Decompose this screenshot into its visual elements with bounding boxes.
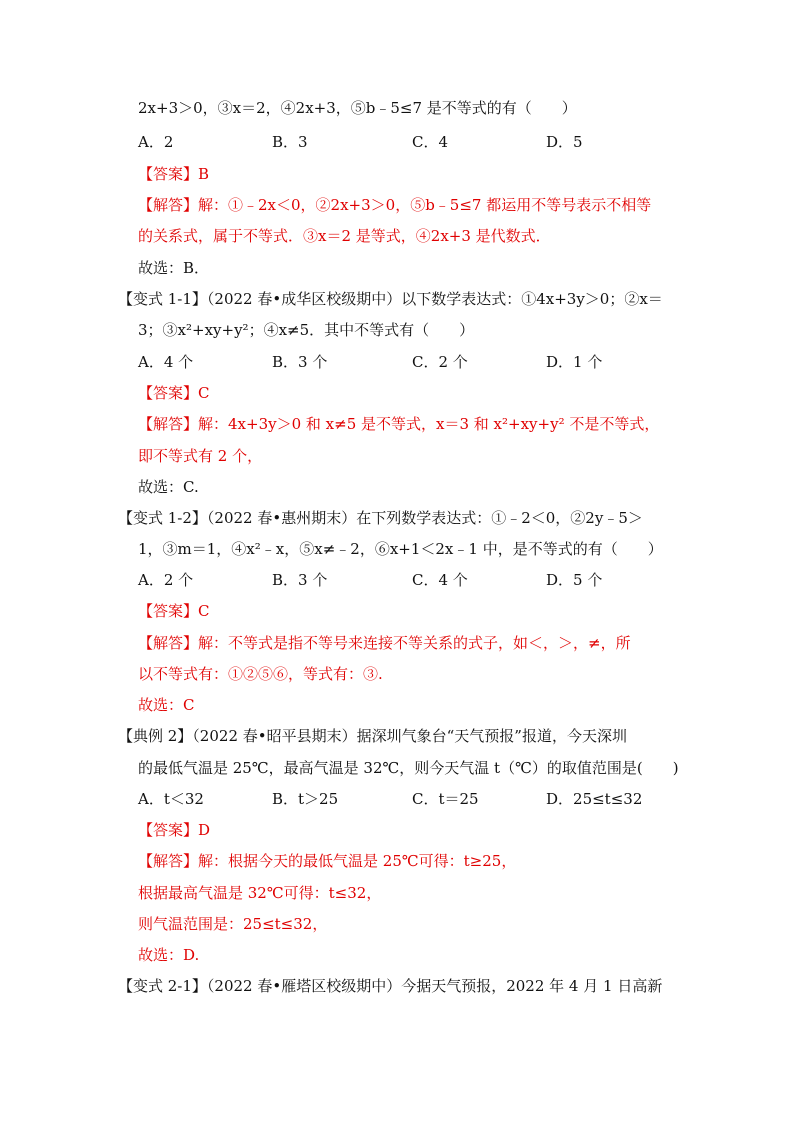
options-row — [138, 570, 698, 590]
question-line: 1，③m＝1，④x²﹣x，⑤x≠﹣2，⑥x+1＜2x﹣1 中，是不等式的有（ ） — [138, 540, 663, 558]
analysis-line: 【解答】解：不等式是指不等号来连接不等关系的式子，如＜，＞，≠，所 — [138, 634, 631, 652]
answer-line: 【答案】C — [138, 602, 210, 620]
option-c: C．4 个 — [412, 571, 468, 589]
analysis-line: 的关系式，属于不等式．③x＝2 是等式，④2x+3 是代数式． — [138, 227, 551, 245]
option-a: A．t＜32 — [138, 790, 204, 808]
options-row — [138, 352, 698, 372]
question-line: 2x+3＞0，③x＝2，④2x+3，⑤b﹣5≤7 是不等式的有（ ） — [138, 99, 577, 117]
options-row — [138, 789, 698, 809]
conclusion-line: 故选：B． — [138, 259, 210, 277]
option-c: C．2 个 — [412, 353, 468, 371]
question-line: 的最低气温是 25℃，最高气温是 32℃，则今天气温 t（℃）的取值范围是( ) — [138, 759, 679, 777]
options-row — [138, 132, 698, 152]
option-b: B．t＞25 — [272, 790, 339, 808]
answer-line: 【答案】B — [138, 165, 210, 183]
option-b: B．3 — [272, 133, 308, 151]
question-line: 【变式 2-1】（2022 春•雁塔区校级期中）今据天气预报，2022 年 4 月 1 日高新 — [118, 977, 663, 995]
option-a: A．2 — [138, 133, 174, 151]
option-d: D．5 个 — [546, 571, 603, 589]
conclusion-line: 故选：D. — [138, 946, 200, 964]
answer-line: 【答案】C — [138, 384, 210, 402]
analysis-line: 【解答】解：根据今天的最低气温是 25℃可得：t≥25， — [138, 852, 517, 870]
question-line: 3；③x²+xy+y²；④x≠5．其中不等式有（ ） — [138, 321, 475, 339]
option-d: D．1 个 — [546, 353, 603, 371]
option-d: D．5 — [546, 133, 583, 151]
option-c: C．t＝25 — [412, 790, 479, 808]
analysis-line: 则气温范围是：25≤t≤32， — [138, 915, 328, 933]
analysis-line: 以不等式有：①②⑤⑥，等式有：③. — [138, 665, 383, 683]
option-a: A．4 个 — [138, 353, 194, 371]
question-line: 【变式 1-2】（2022 春•惠州期末）在下列数学表达式：①﹣2＜0，②2y﹣5＞ — [118, 509, 643, 527]
analysis-line: 【解答】解：4x+3y＞0 和 x≠5 是不等式，x＝3 和 x²+xy+y² 不是不等式， — [138, 415, 660, 433]
conclusion-line: 故选：C — [138, 696, 195, 714]
option-c: C．4 — [412, 133, 449, 151]
option-b: B．3 个 — [272, 571, 328, 589]
option-b: B．3 个 — [272, 353, 328, 371]
option-d: D．25≤t≤32 — [546, 790, 643, 808]
answer-line: 【答案】D — [138, 821, 211, 839]
question-line: 【典例 2】（2022 春•昭平县期末）据深圳气象台“天气预报”报道，今天深圳 — [118, 727, 627, 745]
option-a: A．2 个 — [138, 571, 194, 589]
question-line: 【变式 1-1】（2022 春•成华区校级期中）以下数学表达式：①4x+3y＞0；②x＝ — [118, 290, 663, 308]
analysis-line: 即不等式有 2 个， — [138, 447, 263, 465]
conclusion-line: 故选：C. — [138, 478, 199, 496]
analysis-line: 根据最高气温是 32℃可得：t≤32， — [138, 884, 382, 902]
analysis-line: 【解答】解：①﹣2x＜0，②2x+3＞0，⑤b﹣5≤7 都运用不等号表示不相等 — [138, 196, 652, 214]
